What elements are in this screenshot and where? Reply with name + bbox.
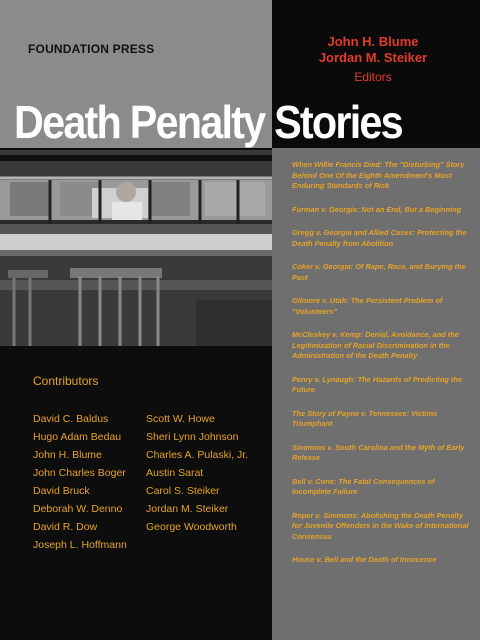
publisher-name: FOUNDATION PRESS bbox=[28, 42, 155, 56]
contributor-name: Hugo Adam Bedau bbox=[33, 431, 122, 443]
contributor-name: John Charles Boger bbox=[33, 467, 126, 479]
chapter-list bbox=[292, 160, 472, 579]
chapter-item: House v. Bell and the Death of Innocence bbox=[292, 555, 437, 564]
editor-name: John H. Blume bbox=[327, 34, 419, 49]
chapter-item: Coker v. Georgia: Of Rape, Race, and Burying the Past bbox=[292, 262, 466, 282]
contributor-name: Sheri Lynn Johnson bbox=[146, 431, 239, 443]
chapter-item: Gregg v. Georgia and Allied Cases: Protecting the Death Penalty from Abolition bbox=[292, 228, 467, 248]
contributor-name: George Woodworth bbox=[146, 521, 237, 533]
contributor-name: David R. Dow bbox=[33, 521, 98, 533]
contributor-name: Joseph L. Hoffmann bbox=[33, 539, 127, 551]
contributors-list-left bbox=[33, 410, 127, 554]
chapter-item: McCleskey v. Kemp: Denial, Avoidance, and the Legitimization of Racial Discrimination in the Administration of the Death Penalty bbox=[292, 330, 459, 360]
contributor-name: John H. Blume bbox=[33, 449, 102, 461]
chapter-item: Penry v. Lynaugh: The Hazards of Predicting the Future bbox=[292, 374, 463, 394]
contributor-name: David Bruck bbox=[33, 485, 90, 497]
contributor-name: Jordan M. Steiker bbox=[146, 503, 229, 515]
chapter-item: The Story of Payne v. Tennessee: Victims Triumphant bbox=[292, 408, 438, 428]
prison-visiting-room-photo bbox=[0, 150, 272, 346]
editors-block bbox=[298, 34, 448, 86]
contributor-name: Scott W. Howe bbox=[146, 413, 215, 425]
contributor-name: Deborah W. Denno bbox=[33, 503, 123, 515]
chapter-item: Gilmore v. Utah: The Persistent Problem of "Volunteers" bbox=[292, 296, 443, 316]
editor-name: Jordan M. Steiker bbox=[318, 50, 428, 65]
contributor-name: Austin Sarat bbox=[146, 467, 204, 479]
chapter-item: When Willie Francis Died: The "Disturbing" Story Behind One Of the Eighth Amendment's Most Enduring Standards of Risk bbox=[292, 160, 465, 190]
photo-graphic bbox=[0, 150, 272, 346]
chapter-item: Roper v. Simmons: Abolishing the Death Penalty for Juvenile Offenders in the Wake of International Consensus bbox=[292, 510, 469, 541]
contributors-heading: Contributors bbox=[33, 374, 99, 388]
contributors-list-right bbox=[146, 410, 248, 536]
book-title: Death Penalty Stories bbox=[14, 96, 402, 148]
chapter-item: Bell v. Cone: The Fatal Consequences of Incomplete Failure bbox=[292, 476, 435, 496]
contributor-name: Charles A. Pulaski, Jr. bbox=[146, 449, 249, 461]
editors-label: Editors bbox=[354, 70, 392, 84]
chapter-item: Furman v. Georgia: Not an End, But a Beginning bbox=[292, 204, 462, 214]
chapter-item: Simmons v. South Carolina and the Myth of Early Release bbox=[292, 442, 465, 462]
contributor-name: Carol S. Steiker bbox=[146, 485, 220, 497]
contributor-name: David C. Baldus bbox=[33, 413, 109, 425]
